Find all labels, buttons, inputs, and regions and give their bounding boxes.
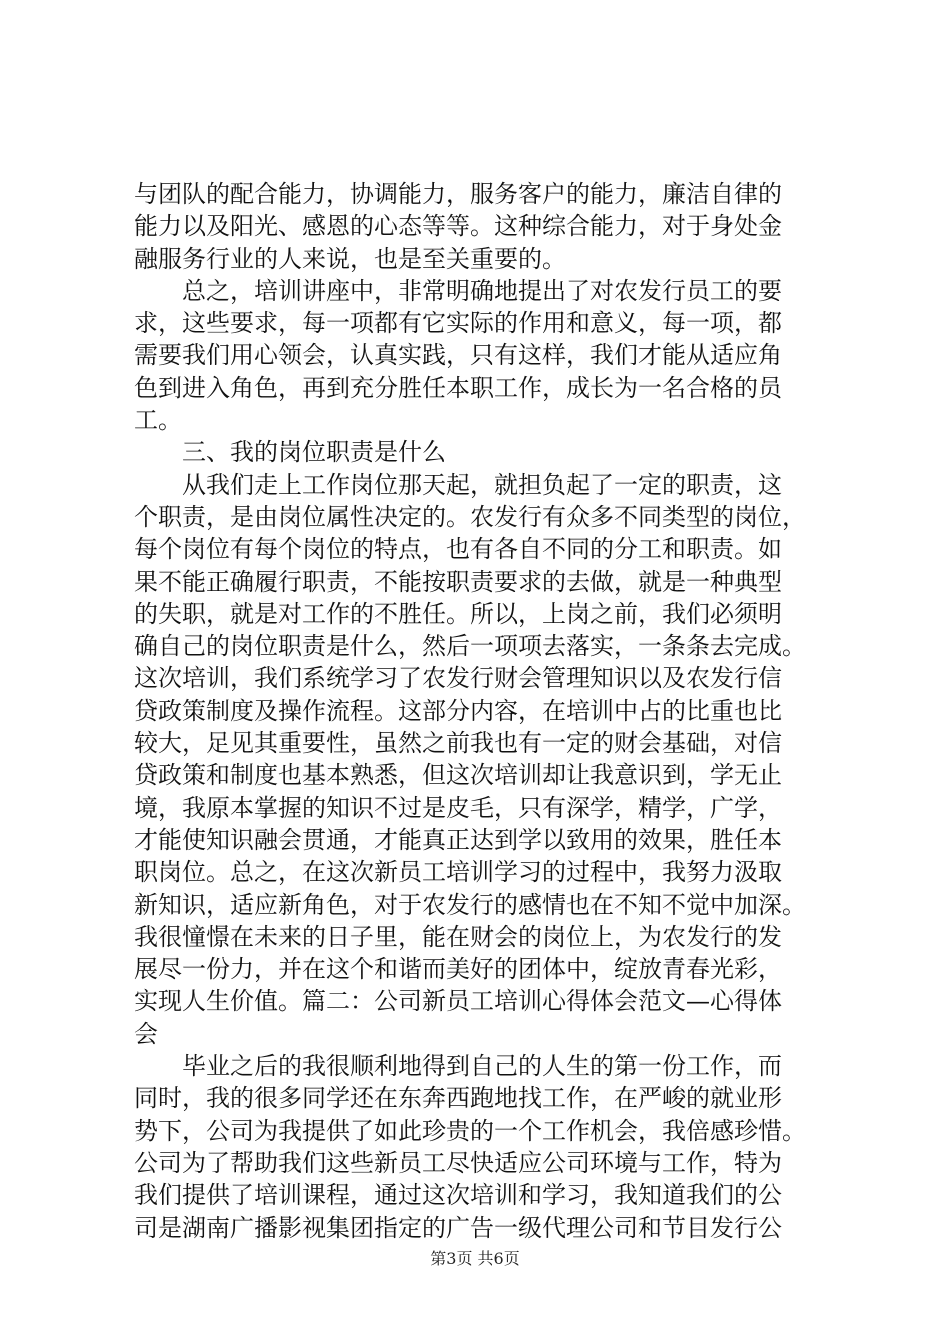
paragraph-duties: 从我们走上工作岗位那天起，就担负起了一定的职责，这 个职责，是由岗位属性决定的。农发行有众多不同类型的岗位， 每个岗位有每个岗位的特点，也有各自不同的分工和职责。如 果不能正确履行职责，不能按职责要求的去做，就是一种典型 的失职，就是对工作的不胜任。所以，上岗之前，我们必须明 确自己的岗位职责是什么，然后一项项去落实，一条条去完成。 这次培训，我们系统学习了农发行财会管理知识以及农发行信 贷政策制度及操作流程。这部分内容，在培训中占的比重也比 较大，足见其重要性，虽然之前我也有一定的财会基础，对信 贷政策和制度也基本熟悉，但这次培训却让我意识到，学无止 境，我原本掌握的知识不过是皮毛，只有深学，精学，广学， 才能使知识融会贯通，才能真正达到学以致用的效果，胜任本 职岗位。总之，在这次新员工培训学习的过程中，我努力汲取 新知识，适应新角色，对于农发行的感情也在不知不觉中加深。 我很憧憬在未来的日子里，能在财会的岗位上，为农发行的发 展尽一份力，并在这个和谐而美好的团体中，绽放青春光彩， 实现人生价值。篇二：公司新员工培训心得体会范文—心得体 会 xyxy=(134,470,806,1048)
paragraph-summary: 总之，培训讲座中，非常明确地提出了对农发行员工的要 求，这些要求，每一项都有它实际的作用和意义，每一项，都 需要我们用心领会，认真实践，只有这样，我们才能从适应角 色到进入角色，再到充分胜任本职工作，成长为一名合格的员 工。 xyxy=(134,276,782,435)
paragraph-continuation: 与团队的配合能力，协调能力，服务客户的能力，廉洁自律的 能力以及阳光、感恩的心态等等。这种综合能力，对于身处金 融服务行业的人来说，也是至关重要的。 xyxy=(134,180,782,273)
body-text xyxy=(134,178,834,1244)
paragraph-graduation: 毕业之后的我很顺利地得到自己的人生的第一份工作，而 同时，我的很多同学还在东奔西跑地找工作，在严峻的就业形 势下，公司为我提供了如此珍贵的一个工作机会，我倍感珍惜。 公司为了帮助我们这些新员工尽快适应公司环境与工作，特为 我们提供了培训课程，通过这次培训和学习，我知道我们的公 司是湖南广播影视集团指定的广告一级代理公司和节目发行公 xyxy=(134,1052,806,1242)
section-heading: 三、我的岗位职责是什么 xyxy=(134,438,446,467)
page-footer: 第3页 共6页 xyxy=(430,1249,520,1268)
